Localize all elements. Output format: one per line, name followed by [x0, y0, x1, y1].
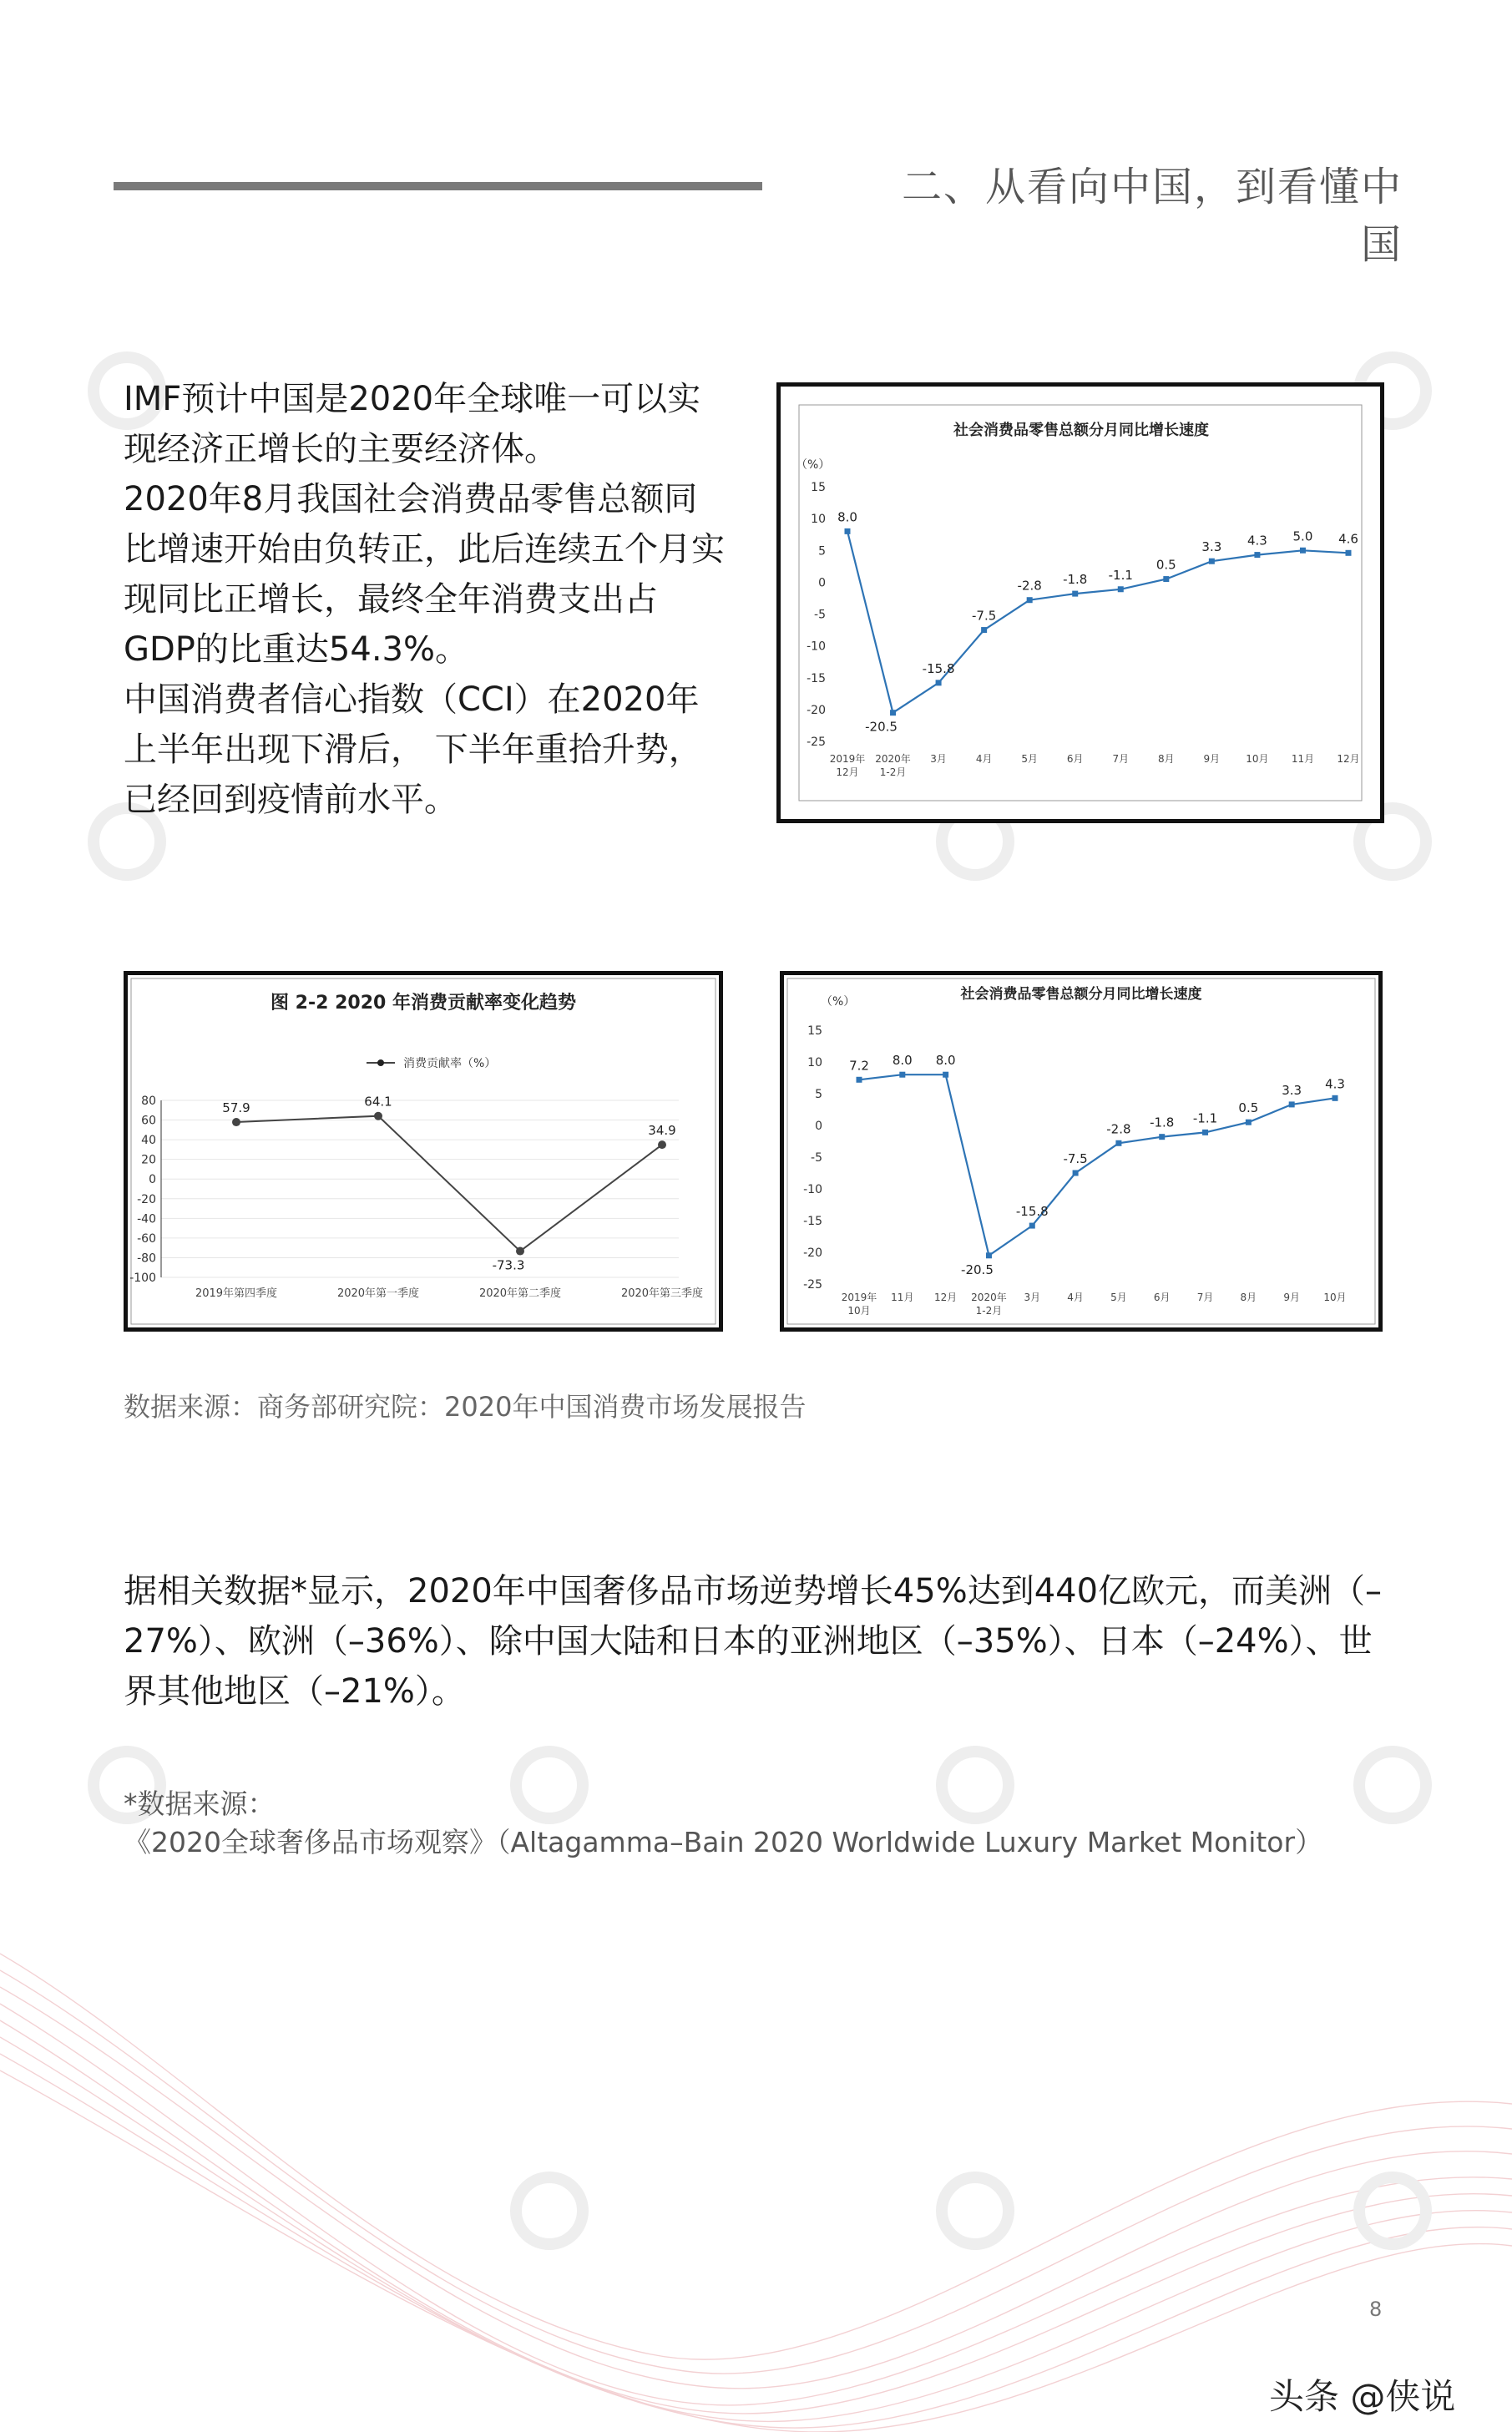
y-tick-label: 15	[807, 1024, 822, 1038]
watermark-logo-icon	[509, 2171, 589, 2251]
y-tick-label: 80	[141, 1095, 156, 1108]
y-tick-label: -80	[137, 1251, 156, 1266]
x-tick-label: 9月	[1283, 1292, 1301, 1303]
retail-growth-chart-1	[776, 382, 1384, 823]
data-label: -7.5	[1063, 1151, 1088, 1166]
data-point	[986, 1252, 992, 1258]
x-tick-label: 2020年	[875, 753, 911, 765]
x-tick-label: 2020年第一季度	[336, 1287, 420, 1300]
data-label: 64.1	[364, 1094, 392, 1110]
x-tick-label: 12月	[836, 766, 859, 778]
data-label: -1.1	[1192, 1110, 1218, 1126]
data-label: -73.3	[492, 1257, 525, 1273]
y-tick-label: -20	[807, 703, 826, 717]
data-label: -1.8	[1150, 1115, 1175, 1130]
data-point	[845, 528, 851, 534]
data-label: 7.2	[849, 1058, 869, 1074]
y-axis-unit-label: （%）	[821, 995, 856, 1009]
data-point	[1202, 1130, 1208, 1135]
legend-label: 消费贡献率（%）	[403, 1057, 497, 1070]
x-tick-label: 1-2月	[879, 766, 907, 778]
data-point	[1163, 576, 1169, 582]
y-tick-label: -15	[807, 671, 826, 685]
x-tick-label: 11月	[891, 1292, 914, 1303]
x-tick-label: 8月	[1157, 753, 1175, 765]
data-label: 34.9	[648, 1123, 676, 1139]
y-tick-label: -10	[803, 1183, 822, 1196]
data-point	[936, 680, 942, 685]
y-tick-label: -100	[129, 1272, 156, 1285]
data-label: 4.6	[1338, 531, 1358, 547]
y-tick-label: -10	[807, 640, 826, 654]
data-label: 0.5	[1155, 557, 1176, 573]
intro-text	[124, 374, 725, 825]
data-label: -1.1	[1108, 567, 1133, 583]
consumption-contribution-chart-svg	[128, 975, 719, 1327]
luxury-source-note	[124, 1785, 1459, 1862]
page-number: 8	[1369, 2298, 1383, 2321]
x-tick-label: 12月	[933, 1292, 958, 1303]
source-detail: 《2020全球奢侈品市场观察》（Altagamma–Bain 2020 Worldwide Luxury Market Monitor）	[124, 1826, 1323, 1858]
data-point	[899, 1072, 905, 1078]
source-label: *数据来源：	[124, 1787, 276, 1820]
chart-title: 社会消费品零售总额分月同比增长速度	[953, 422, 1209, 439]
y-tick-label: 15	[811, 481, 826, 494]
data-label: 8.0	[837, 509, 857, 525]
intro-paragraph: IMF预计中国是2020年全球唯一可以实现经济正增长的主要经济体。	[124, 380, 701, 468]
data-label: 57.9	[222, 1100, 250, 1116]
x-tick-label: 2020年第二季度	[478, 1287, 562, 1300]
y-tick-label: -25	[803, 1278, 822, 1292]
data-label: -15.8	[922, 660, 955, 676]
data-point	[1289, 1101, 1295, 1107]
chart-title: 图 2-2 2020 年消费贡献率变化趋势	[271, 993, 576, 1014]
intro-paragraph: 中国消费者信心指数（CCI）在2020年上半年出现下滑后， 下半年重拾升势，已经回到疫情前水平。	[124, 680, 702, 819]
watermark-logo-icon	[935, 2171, 1015, 2251]
y-tick-label: -20	[137, 1192, 156, 1206]
y-tick-label: -5	[811, 1151, 822, 1165]
y-tick-label: 10	[811, 513, 826, 527]
y-tick-label: 5	[818, 544, 826, 559]
y-tick-label: 0	[815, 1120, 822, 1133]
data-point	[1118, 586, 1124, 592]
y-tick-label: -5	[814, 608, 826, 622]
x-tick-label: 5月	[1021, 753, 1039, 765]
x-tick-label: 12月	[1337, 753, 1360, 765]
data-point	[1300, 548, 1306, 554]
retail-growth-chart-2-svg	[784, 975, 1378, 1327]
data-label: -1.8	[1063, 572, 1088, 588]
data-point	[1246, 1120, 1252, 1125]
brand-watermark: 头条 @侠说	[1269, 2376, 1456, 2417]
chart-panel	[799, 405, 1362, 801]
data-point	[1332, 1095, 1338, 1101]
x-tick-label: 7月	[1112, 753, 1130, 765]
x-tick-label: 5月	[1110, 1292, 1127, 1303]
data-point	[1072, 591, 1078, 597]
x-tick-label: 6月	[1066, 753, 1084, 765]
data-point	[1254, 552, 1260, 558]
x-tick-label: 11月	[1291, 753, 1315, 765]
y-tick-label: 0	[818, 576, 826, 590]
data-point	[516, 1247, 524, 1256]
data-label: 8.0	[892, 1053, 913, 1069]
data-point	[1115, 1140, 1121, 1146]
data-label: 8.0	[935, 1053, 956, 1069]
data-label: -2.8	[1106, 1121, 1131, 1137]
data-label: -2.8	[1017, 578, 1042, 594]
y-tick-label: -40	[137, 1212, 156, 1226]
intro-paragraph: 2020年8月我国社会消费品零售总额同比增速开始由负转正，此后连续五个月实现同比正增长，最终全年消费支出占GDP的比重达54.3%。	[124, 480, 725, 669]
data-point	[1346, 550, 1352, 556]
y-tick-label: -15	[803, 1215, 822, 1228]
y-tick-label: 5	[815, 1088, 822, 1101]
data-label: -7.5	[971, 608, 997, 624]
x-tick-label: 10月	[1323, 1292, 1347, 1303]
y-tick-label: -20	[803, 1246, 822, 1260]
consumption-contribution-chart	[124, 971, 723, 1332]
x-tick-label: 2020年	[971, 1292, 1007, 1303]
retail-growth-chart-1-svg	[781, 387, 1380, 819]
x-tick-label: 3月	[930, 753, 947, 765]
data-label: 3.3	[1282, 1082, 1302, 1098]
data-point	[1209, 559, 1215, 564]
x-tick-label: 10月	[1246, 753, 1269, 765]
x-tick-label: 1-2月	[975, 1305, 1003, 1317]
watermark-logo-icon	[1353, 2171, 1433, 2251]
data-point	[857, 1077, 862, 1083]
chart-panel	[131, 978, 716, 1324]
data-point	[1073, 1170, 1079, 1176]
data-point	[1027, 597, 1033, 603]
data-point	[890, 710, 896, 715]
x-tick-label: 10月	[847, 1305, 871, 1317]
data-point	[981, 627, 987, 633]
data-label: 4.3	[1325, 1076, 1345, 1092]
chart-source-note: 数据来源：商务部研究院：2020年中国消费市场发展报告	[124, 1391, 807, 1423]
data-point	[374, 1112, 382, 1120]
legend-marker	[377, 1059, 384, 1066]
data-point	[943, 1072, 948, 1078]
data-point	[658, 1140, 666, 1149]
data-label: 5.0	[1292, 528, 1313, 544]
x-tick-label: 4月	[1067, 1292, 1084, 1303]
retail-growth-chart-2	[780, 971, 1383, 1332]
x-tick-label: 2020年第三季度	[620, 1287, 704, 1300]
x-tick-label: 2019年	[829, 753, 866, 765]
y-tick-label: 60	[141, 1114, 156, 1128]
y-axis-unit-label: （%）	[796, 458, 831, 472]
y-tick-label: 20	[141, 1153, 156, 1167]
x-tick-label: 2019年第四季度	[195, 1287, 278, 1300]
x-tick-label: 8月	[1240, 1292, 1257, 1303]
y-tick-label: 40	[141, 1134, 156, 1148]
x-tick-label: 2019年	[841, 1292, 877, 1303]
data-point	[232, 1118, 240, 1126]
data-label: 4.3	[1247, 533, 1267, 549]
data-point	[1029, 1223, 1035, 1229]
data-label: -20.5	[961, 1262, 994, 1277]
header-divider	[114, 182, 762, 190]
chart-title: 社会消费品零售总额分月同比增长速度	[960, 986, 1202, 1003]
y-tick-label: 0	[149, 1173, 156, 1187]
data-label: 3.3	[1201, 539, 1222, 555]
x-tick-label: 3月	[1024, 1292, 1041, 1303]
x-tick-label: 4月	[975, 753, 993, 765]
y-tick-label: -60	[137, 1231, 156, 1246]
data-label: -20.5	[865, 719, 898, 735]
y-tick-label: -25	[807, 736, 826, 749]
data-point	[1159, 1134, 1165, 1140]
section-title: 二、从看向中国，到看懂中国	[901, 164, 1403, 268]
luxury-market-text: 据相关数据*显示，2020年中国奢侈品市场逆势增长45%达到440亿欧元，而美洲（–27%）、欧洲（–36%）、除中国大陆和日本的亚洲地区（–35%）、日本（–24%）、世界其他地区（–21%）。	[124, 1572, 1383, 1711]
decorative-wave	[0, 1904, 1512, 2432]
x-tick-label: 7月	[1196, 1292, 1214, 1303]
y-tick-label: 10	[807, 1056, 822, 1069]
x-tick-label: 9月	[1203, 753, 1221, 765]
data-label: 0.5	[1238, 1100, 1259, 1116]
x-tick-label: 6月	[1153, 1292, 1171, 1303]
data-label: -15.8	[1015, 1204, 1049, 1220]
